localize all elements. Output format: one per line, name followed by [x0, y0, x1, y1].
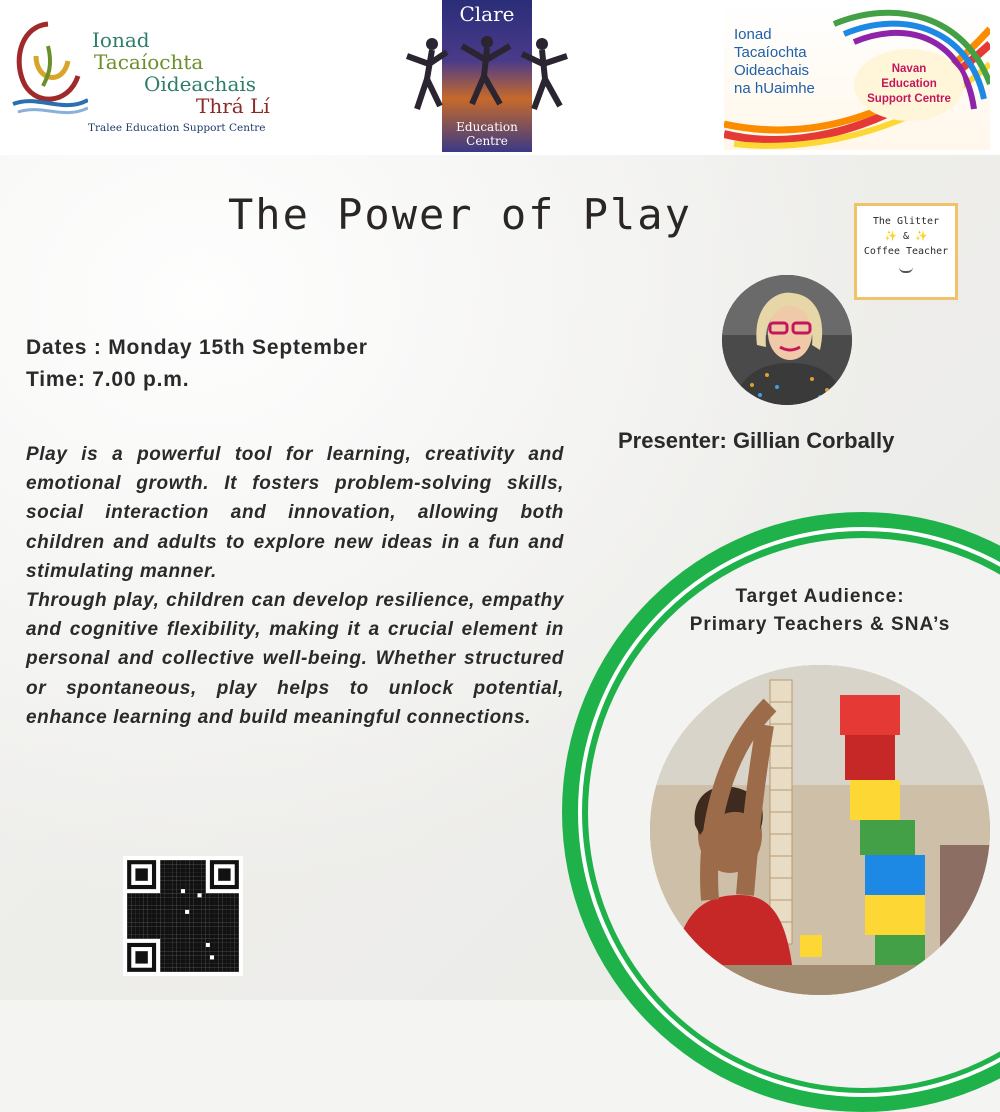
navan-logo-english: [856, 62, 962, 107]
tralee-logo: [8, 10, 298, 140]
navan-irish-line2: Tacaíochta: [734, 44, 807, 61]
sparkle-icon: ✨: [909, 231, 928, 242]
navan-irish-line3: Oideachais: [734, 62, 810, 79]
description-paragraph-1: Play is a powerful tool for learning, creativity and emotional growth. It fosters problem-solving skills, social interaction and innovation, allowing both children and adults to explore new ideas in a fun and stimulating manner.: [26, 444, 564, 582]
qr-code-icon: [123, 856, 243, 976]
tralee-logo-line2: Tacaíochta: [94, 50, 204, 74]
clare-logo: [402, 0, 572, 155]
navan-irish-line4: na hUaimhe: [734, 80, 815, 97]
navan-english-line2: Education: [881, 78, 937, 90]
glitter-logo-ampersand: &: [902, 231, 910, 242]
description-text: [26, 440, 564, 732]
clare-logo-title: Clare: [459, 2, 515, 26]
event-dates: Dates : Monday 15th September: [26, 336, 368, 359]
child-playing-photo: [650, 665, 990, 995]
child-blocks-icon: [650, 665, 990, 995]
glitter-logo-line2: [857, 229, 955, 244]
navan-english-line1: Navan: [891, 63, 927, 75]
glitter-coffee-logo: [854, 203, 958, 300]
navan-logo-irish: [734, 26, 815, 98]
coffee-cup-icon: [899, 263, 913, 273]
target-audience-value: Primary Teachers & SNA’s: [689, 614, 951, 635]
qr-code[interactable]: [123, 856, 243, 976]
navan-irish-line1: Ionad: [734, 26, 772, 43]
navan-english-line3: Support Centre: [867, 93, 951, 105]
navan-logo: [724, 4, 990, 150]
clare-logo-line2: Centre: [466, 134, 508, 148]
glitter-logo-line1: The Glitter: [872, 216, 940, 227]
clare-logo-line1: Education: [456, 120, 518, 134]
page-title: The Power of Play: [228, 190, 692, 239]
tralee-logo-line3: Oideachais: [144, 72, 257, 96]
dancing-figures-icon: [402, 34, 572, 114]
presenter-portrait-icon: [722, 275, 852, 405]
target-audience-label: Target Audience:: [735, 586, 905, 607]
tralee-emblem-icon: [8, 16, 88, 126]
presenter-name: Presenter: Gillian Corbally: [618, 428, 895, 453]
logo-header: [0, 0, 1000, 155]
description-paragraph-2: Through play, children can develop resilience, empathy and cognitive flexibility, making it a crucial element in personal and collective well-being. Whether structured or spontaneous, play helps to unlock potential, enhance learning and build meaningful connections.: [26, 590, 564, 728]
sparkle-icon: ✨: [884, 231, 903, 242]
event-time: Time: 7.00 p.m.: [26, 368, 190, 391]
target-audience: [640, 583, 1000, 639]
tralee-logo-english: Tralee Education Support Centre: [88, 122, 266, 134]
presenter-photo: [722, 275, 852, 405]
tralee-logo-line4: Thrá Lí: [196, 94, 270, 118]
glitter-logo-line3: Coffee Teacher: [863, 246, 949, 257]
tralee-logo-line1: Ionad: [92, 28, 150, 52]
